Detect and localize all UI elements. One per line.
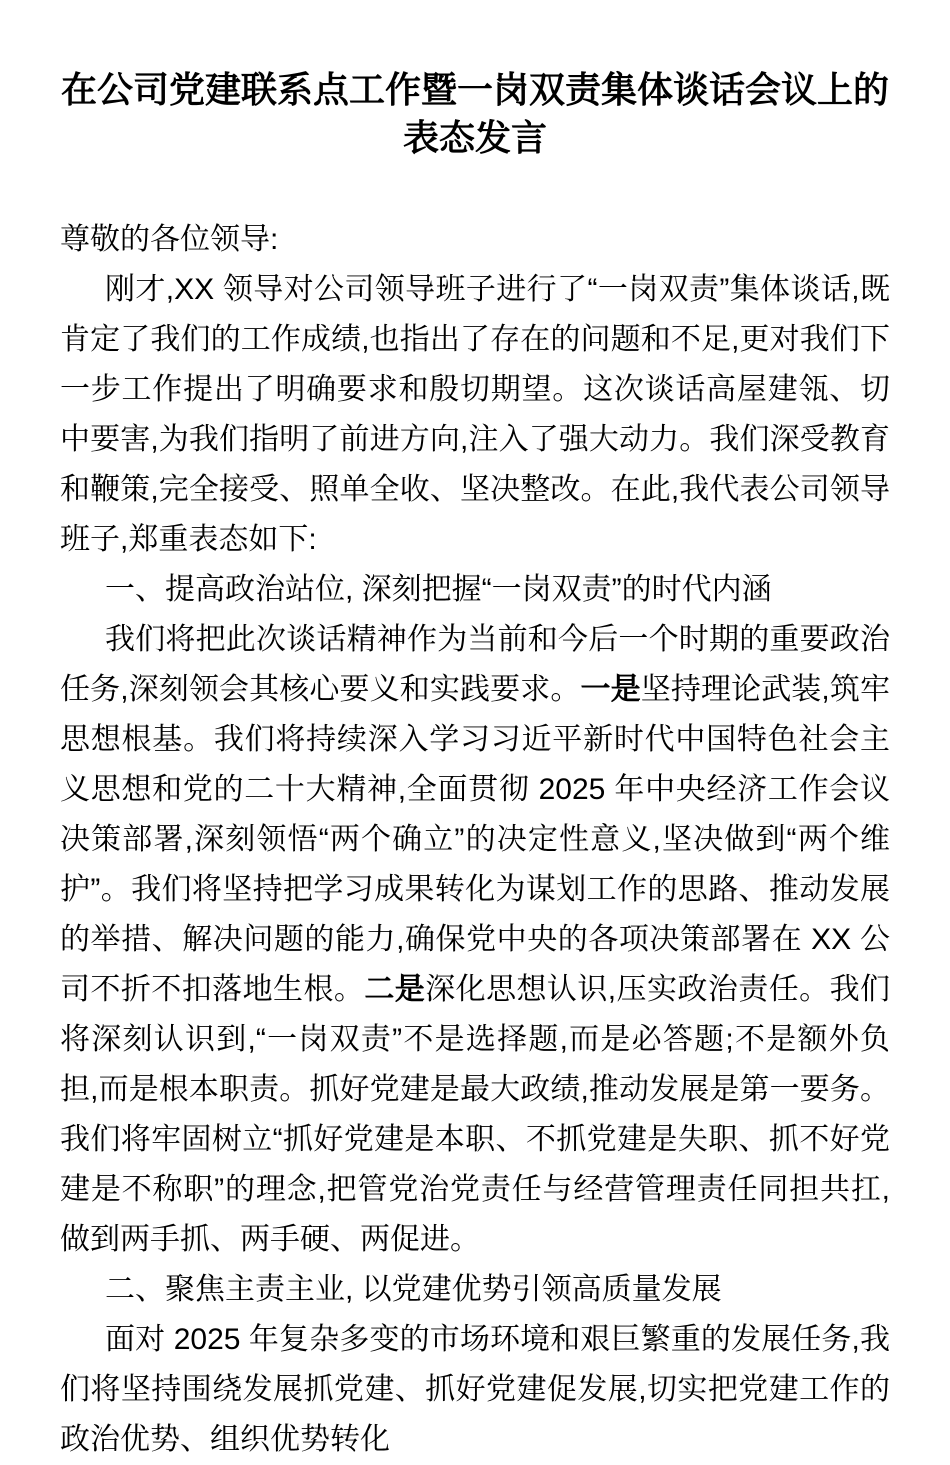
text-run: 一、提高政治站位, 深刻把握“一岗双责”的时代内涵 — [105, 573, 772, 606]
text-run: 二、聚焦主责主业, 以党建优势引领高质量发展 — [105, 1273, 722, 1306]
bold-run: 二是 — [364, 973, 426, 1006]
text-run: 我们将把此次谈话精神作为当前和今后一个时期的重要政治任务,深刻领会其核心要义和实践要求。 — [60, 623, 890, 706]
section-heading — [60, 1265, 890, 1315]
paragraph — [60, 615, 890, 1265]
text-run: 坚持理论武装,筑牢思想根基。我们将持续深入学习习近平新时代中国特色社会主义思想和党的二十大精神,全面贯彻 2025 年中央经济工作会议决策部署,深刻领悟“两个确立”的决定性意义,坚决做到“两个维护”。我们将坚持把学习成果转化为谋划工作的思路、推动发展的举措、解决问题的能力,确保党中央的各项决策部署在 XX 公司不折不扣落地生根。 — [60, 673, 890, 1006]
text-run: 刚才,XX 领导对公司领导班子进行了“一岗双责”集体谈话,既肯定了我们的工作成绩,也指出了存在的问题和不足,更对我们下一步工作提出了明确要求和殷切期望。这次谈话高屋建瓴、切中要害,为我们指明了前进方向,注入了强大动力。我们深受教育和鞭策,完全接受、照单全收、坚决整改。在此,我代表公司领导班子,郑重表态如下: — [60, 273, 890, 556]
section-heading — [60, 565, 890, 615]
document-page — [0, 66, 950, 1456]
text-run: 面对 2025 年复杂多变的市场环境和艰巨繁重的发展任务,我们将坚持围绕发展抓党建、抓好党建促发展,切实把党建工作的政治优势、组织优势转化 — [60, 1323, 890, 1456]
document-title: 在公司党建联系点工作暨一岗双责集体谈话会议上的表态发言 — [60, 69, 889, 158]
paragraph — [60, 1315, 890, 1465]
salutation — [60, 215, 890, 265]
bold-run: 一是 — [580, 673, 641, 706]
text-run: 深化思想认识,压实政治责任。我们将深刻认识到,“一岗双责”不是选择题,而是必答题;不是额外负担,而是根本职责。抓好党建是最大政绩,推动发展是第一要务。我们将牢固树立“抓好党建是本职、不抓党建是失职、抓不好党建是不称职”的理念,把管党治党责任与经营管理责任同担共扛,做到两手抓、两手硬、两促进。 — [60, 973, 891, 1256]
text-run: 尊敬的各位领导: — [60, 223, 279, 256]
document-body — [60, 215, 890, 1465]
paragraph — [60, 265, 890, 565]
